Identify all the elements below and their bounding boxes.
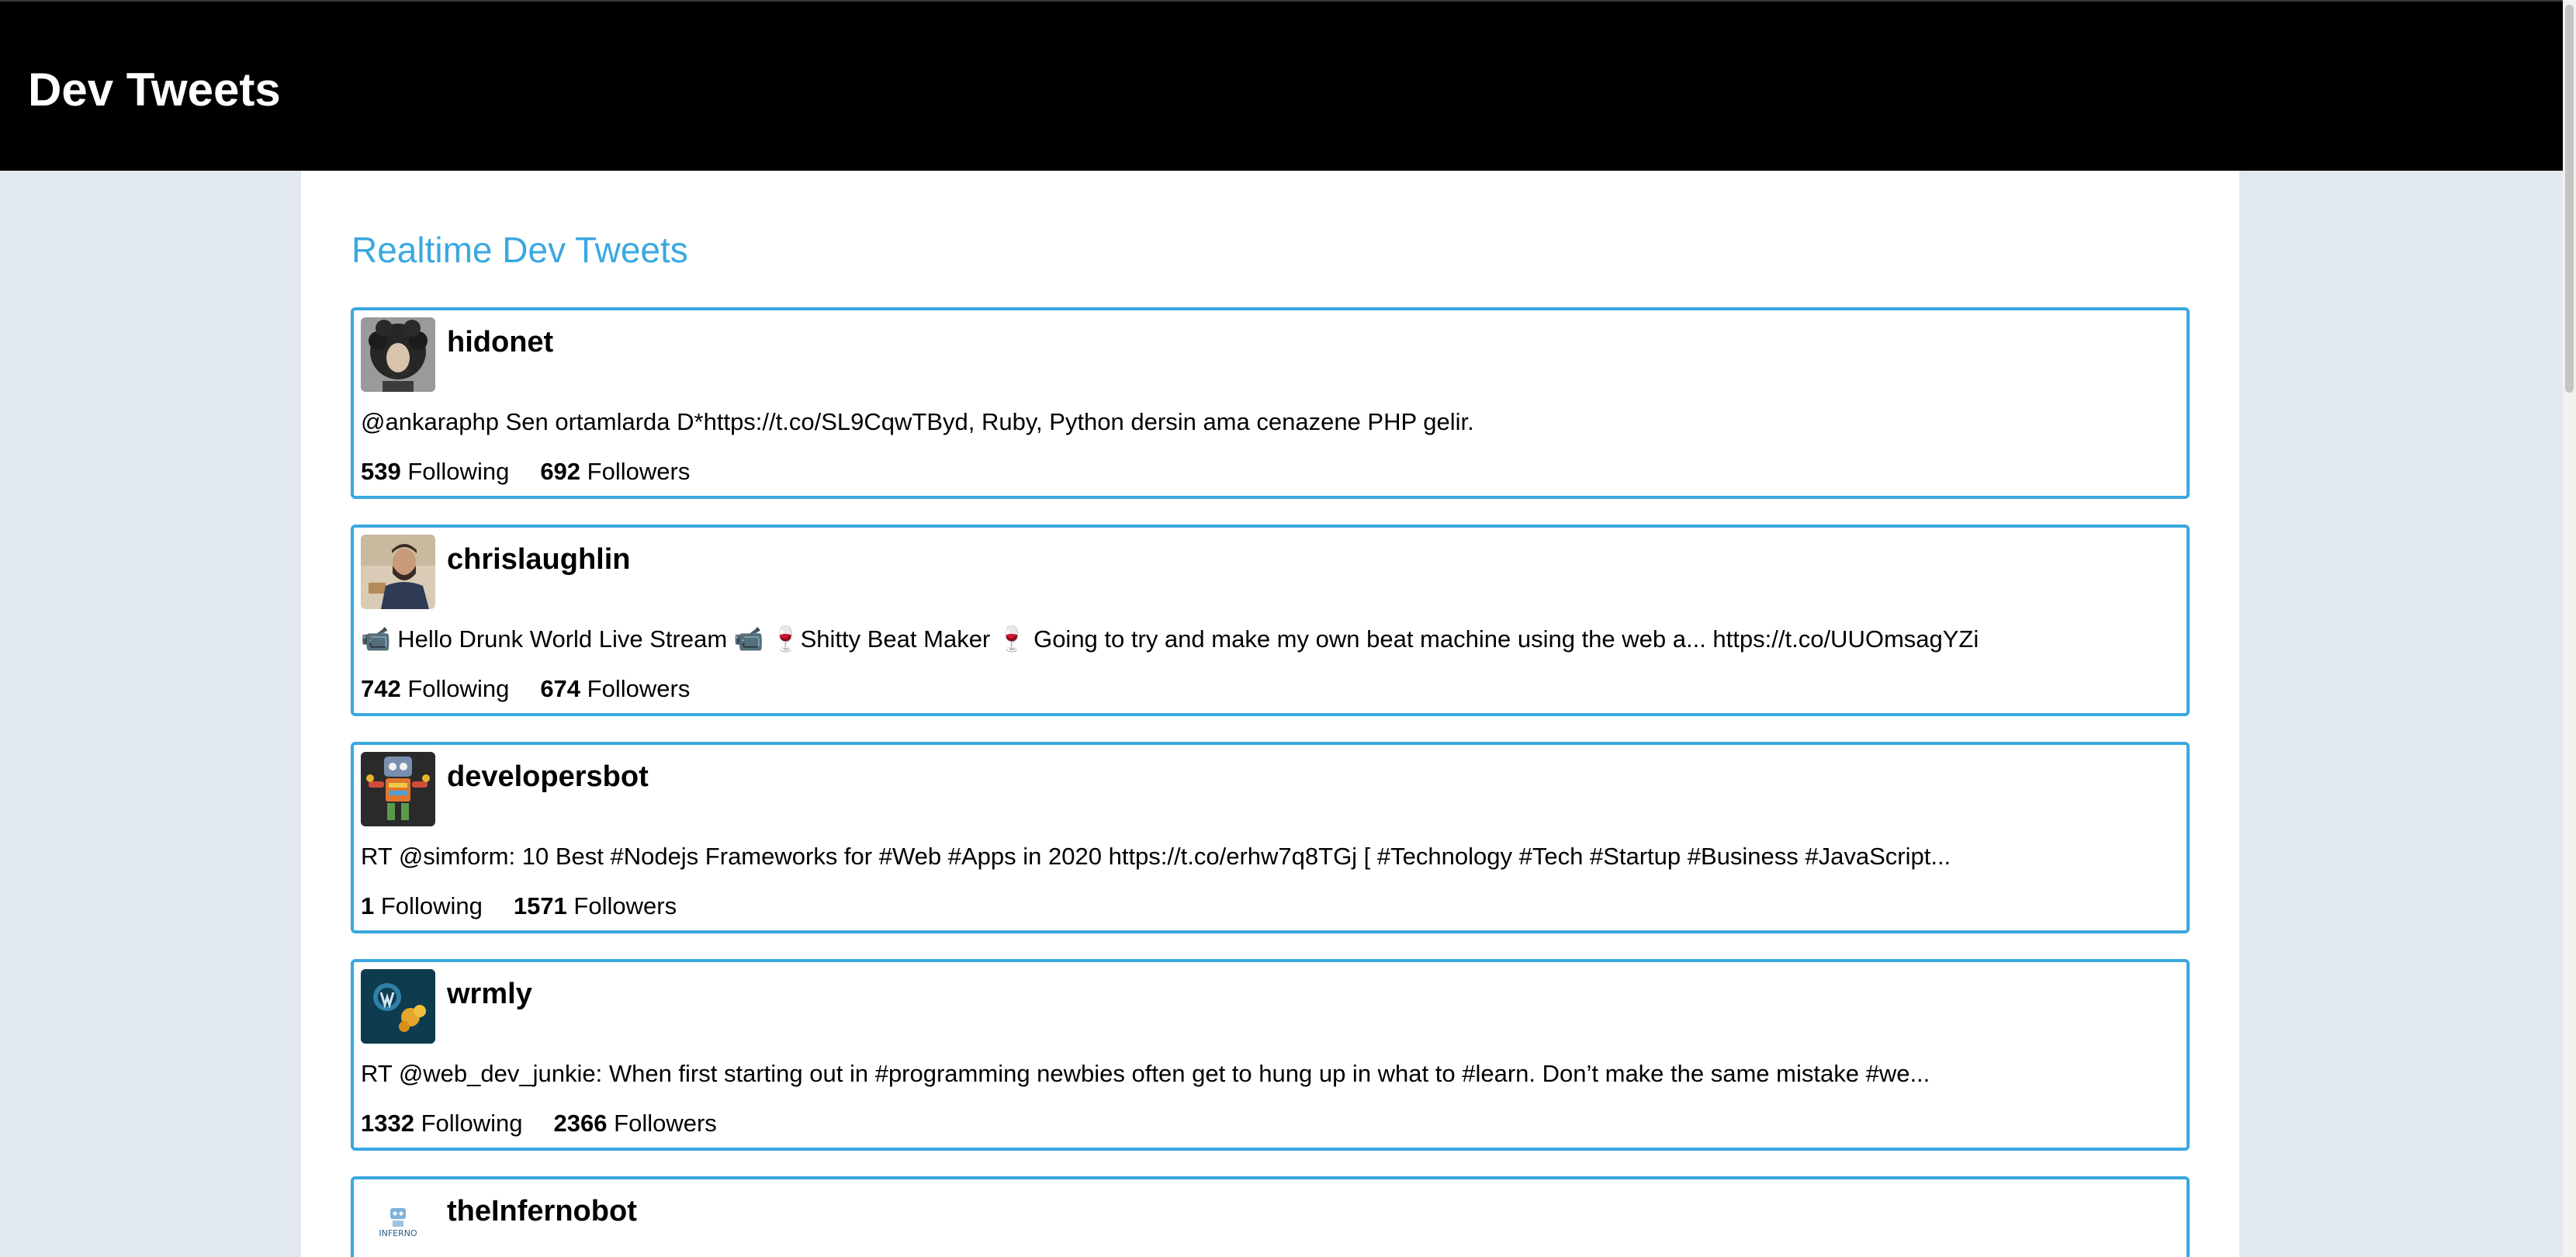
tweet-text: @ankaraphp Sen ortamlarda D*https://t.co/SL9CqwTByd, Ruby, Python dersin ama cenazene PHP gelir. xyxy=(361,408,1474,435)
followers-count: 2366 xyxy=(553,1110,608,1137)
followers-label: Followers xyxy=(573,892,677,919)
following-count: 1 xyxy=(361,892,375,919)
avatar[interactable] xyxy=(361,535,435,609)
avatar[interactable] xyxy=(361,969,435,1044)
tweet-username[interactable]: developersbot xyxy=(447,760,649,793)
tweet-card[interactable] xyxy=(351,959,2190,1151)
following-count: 539 xyxy=(361,458,401,485)
tweet-card[interactable] xyxy=(351,1176,2190,1257)
following-label: Following xyxy=(380,892,483,919)
tweet-text: RT @simform: 10 Best #Nodejs Frameworks for #Web #Apps in 2020 https://t.co/erhw7q8TGj [ #Technology #Tech #Startup #Business #JavaScript... xyxy=(361,843,1951,870)
avatar[interactable] xyxy=(361,1186,435,1257)
page-scrollbar[interactable] xyxy=(2563,0,2576,1257)
main-content xyxy=(301,171,2239,1257)
section-title: Realtime Dev Tweets xyxy=(351,230,688,270)
followers-count: 1571 xyxy=(513,892,567,919)
tweet-username[interactable]: theInfernobot xyxy=(447,1195,637,1228)
svg-text:INFERNO: INFERNO xyxy=(379,1228,417,1238)
tweet-stats xyxy=(361,891,677,922)
robot-icon xyxy=(361,752,435,826)
tweet-text: RT @web_dev_junkie: When first starting out in #programming newbies often get to hung up in what to #learn. Don’t make the same mistake #we... xyxy=(361,1060,1930,1087)
followers-count: 674 xyxy=(540,675,581,702)
tweet-card[interactable] xyxy=(351,525,2190,716)
following-label: Following xyxy=(407,675,510,702)
following-label: Following xyxy=(421,1110,523,1137)
avatar[interactable] xyxy=(361,317,435,392)
followers-count: 692 xyxy=(540,458,581,485)
followers-label: Followers xyxy=(587,675,691,702)
tweet-card[interactable] xyxy=(351,742,2190,933)
inferno-logo-icon xyxy=(361,1186,435,1257)
wordpress-logo-icon xyxy=(361,969,435,1044)
tweet-text: 📹 Hello Drunk World Live Stream 📹 🍷Shitty Beat Maker 🍷 Going to try and make my own beat machine using the web a... https://t.co/UUOmsagYZi xyxy=(361,625,1979,653)
tweet-stats xyxy=(361,674,690,705)
tweet-username[interactable]: chrislaughlin xyxy=(447,543,631,576)
avatar[interactable] xyxy=(361,752,435,826)
app-title: Dev Tweets xyxy=(28,64,281,116)
app-header xyxy=(0,0,2563,171)
following-count: 742 xyxy=(361,675,401,702)
tweet-username[interactable]: wrmly xyxy=(447,978,532,1010)
following-count: 1332 xyxy=(361,1110,414,1137)
followers-label: Followers xyxy=(614,1110,717,1137)
tweet-stats xyxy=(361,1108,717,1139)
followers-label: Followers xyxy=(587,458,691,485)
tweet-card[interactable] xyxy=(351,307,2190,499)
scrollbar-thumb[interactable] xyxy=(2565,5,2574,393)
curly-hair-portrait-icon xyxy=(361,317,435,392)
tweet-username[interactable]: hidonet xyxy=(447,326,554,358)
following-label: Following xyxy=(407,458,510,485)
tweet-stats xyxy=(361,456,690,487)
bearded-man-portrait-icon xyxy=(361,535,435,609)
